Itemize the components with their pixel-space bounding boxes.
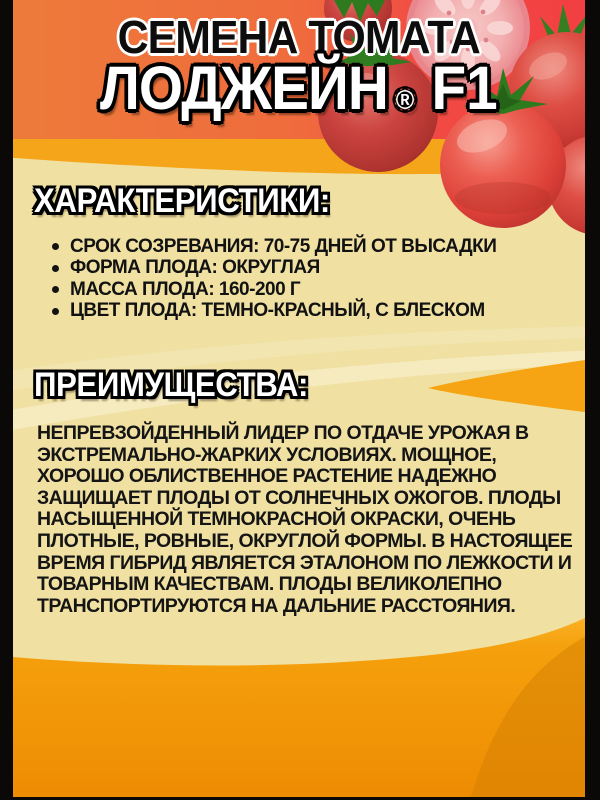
hybrid-code: F1 (431, 54, 498, 122)
right-black-bar (585, 0, 600, 800)
characteristic-text: ФОРМА ПЛОДА: ОКРУГЛАЯ (70, 257, 320, 279)
characteristics-list (52, 236, 580, 322)
bullet-icon (52, 243, 59, 250)
registered-trademark-icon: ® (395, 85, 415, 115)
characteristic-item (52, 258, 580, 280)
characteristic-item (52, 301, 580, 323)
variety-name: ЛОДЖЕЙН (100, 54, 389, 122)
title-text: СЕМЕНА ТОМАТА (117, 11, 481, 63)
advantages-heading: ПРЕИМУЩЕСТВА: (34, 366, 308, 404)
characteristic-text: СРОК СОЗРЕВАНИЯ: 70-75 ДНЕЙ ОТ ВЫСАДКИ (70, 235, 497, 257)
advantages-text: НЕПРЕВЗОЙДЕННЫЙ ЛИДЕР ПО ОТДАЧЕ УРОЖАЯ В ЭКСТРЕМАЛЬНО-ЖАРКИХ УСЛОВИЯХ. МОЩНОЕ, ХОРОШО ОБЛИСТВЕННОЕ РАСТЕНИЕ НАДЕЖНО ЗАЩИЩАЕТ ПЛОДЫ ОТ СОЛНЕЧНЫХ ОЖОГОВ. ПЛОДЫ НАСЫЩЕННОЙ ТЕМНОКРАСНОЙ ОКРАСКИ, ОЧЕНЬ ПЛОТНЫЕ, РОВНЫЕ, ОКРУГЛОЙ ФОРМЫ. В НАСТОЯЩЕЕ ВРЕМЯ ГИБРИД ЯВЛЯЕТСЯ ЭТАЛОНОМ ПО ЛЕЖКОСТИ И ТОВАРНЫМ КАЧЕСТВАМ. ПЛОДЫ ВЕЛИКОЛЕПНО ТРАНСПОРТИРУЮТСЯ НА ДАЛЬНИЕ РАССТОЯНИЯ. (37, 422, 573, 617)
characteristic-item (52, 279, 580, 301)
left-black-bar (0, 0, 13, 800)
characteristic-item (52, 236, 580, 258)
bullet-icon (52, 265, 59, 272)
bullet-icon (52, 286, 59, 293)
characteristic-text: МАССА ПЛОДА: 160-200 Г (70, 278, 301, 300)
characteristic-text: ЦВЕТ ПЛОДА: ТЕМНО-КРАСНЫЙ, С БЛЕСКОМ (70, 300, 485, 322)
page-title-line2 (13, 54, 585, 122)
characteristics-heading: ХАРАКТЕРИСТИКИ: (34, 182, 330, 220)
bullet-icon (52, 308, 59, 315)
